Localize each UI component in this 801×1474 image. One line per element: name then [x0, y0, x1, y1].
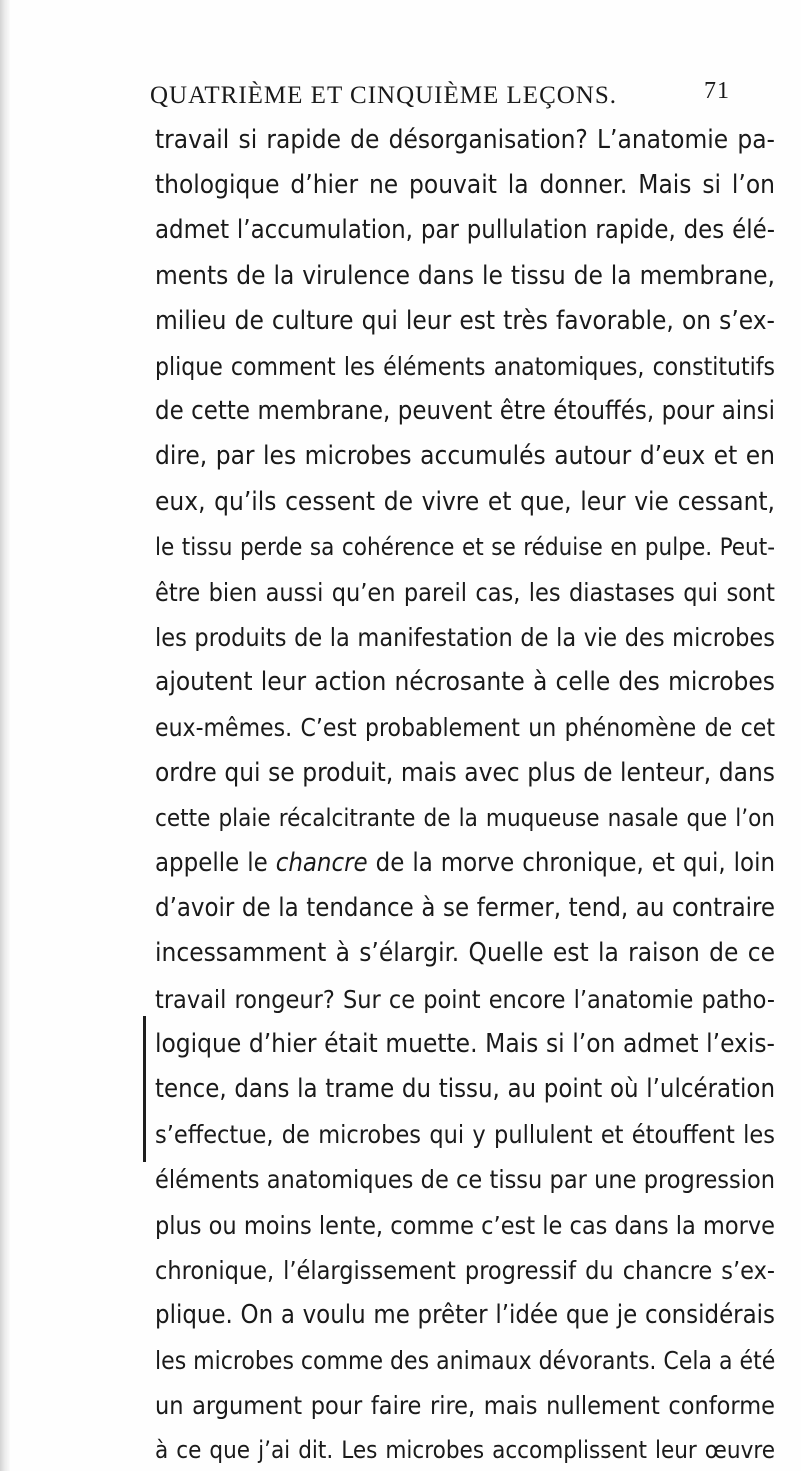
text-line-18: d’avoir de la tendance à se fermer, tend, au contraire	[155, 893, 775, 924]
text-line-20: travail rongeur? Sur ce point encore l’anatomie patho-	[155, 984, 775, 1014]
text-line-30: à ce que j’ai dit. Les microbes accomplissent leur œuvre	[155, 1436, 775, 1465]
italic-term-chancre: chancre	[275, 848, 368, 878]
text-line-15: ordre qui se produit, mais avec plus de lenteur, dans	[155, 757, 775, 788]
text-line-17	[155, 841, 775, 886]
text-line-25: plus ou moins lente, comme c’est le cas dans la morve	[155, 1210, 775, 1240]
text-line-24: éléments anatomiques de ce tissu par une progression	[155, 1165, 775, 1195]
text-line-21: logique d’hier était muette. Mais si l’on admet l’exis-	[155, 1028, 775, 1059]
text-line-22: tence, dans la trame du tissu, au point où l’ulcération	[155, 1073, 775, 1104]
running-title: QUATRIÈME ET CINQUIÈME LEÇONS.	[150, 82, 618, 109]
page-number: 71	[704, 78, 730, 104]
text-line-9: eux, qu’ils cessent de vivre et que, leur vie cessant,	[155, 486, 775, 517]
text-line-29: un argument pour faire rire, mais nullement conforme	[155, 1391, 775, 1421]
text-line-6: plique comment les éléments anatomiques, constitutifs	[155, 351, 775, 381]
text-line-10: le tissu perde sa cohérence et se réduise en pulpe. Peut-	[155, 532, 775, 561]
text-line-13: ajoutent leur action nécrosante à celle des microbes	[155, 667, 775, 698]
text-line-11: être bien aussi qu’en pareil cas, les diastases qui sont	[155, 577, 775, 607]
text-line-17-before: appelle le	[155, 848, 276, 878]
text-line-27: plique. On a voulu me prêter l’idée que je considérais	[155, 1299, 775, 1330]
text-line-5: milieu de culture qui leur est très favorable, on s’ex-	[155, 305, 775, 336]
text-line-1: travail si rapide de désorganisation? L’anatomie pa-	[155, 125, 775, 155]
text-line-8: dire, par les microbes accumulés autour d’eux et en	[155, 441, 775, 472]
text-line-7: de cette membrane, peuvent être étouffés, pour ainsi	[155, 396, 775, 427]
text-line-4: ments de la virulence dans le tissu de la membrane,	[155, 260, 775, 291]
text-line-17-after: de la morve chronique, et qui, loin	[367, 848, 775, 878]
text-line-28: les microbes comme des animaux dévorants. Cela a été	[155, 1346, 776, 1376]
text-line-23: s’effectue, de microbes qui y pullulent et étouffent les	[155, 1120, 775, 1150]
text-line-26: chronique, l’élargissement progressif du chancre s’ex-	[155, 1255, 775, 1285]
text-line-16: cette plaie récalcitrante de la muqueuse nasale que l’on	[155, 803, 775, 832]
body-text	[155, 118, 775, 1474]
text-line-3: admet l’accumulation, par pullulation rapide, des élé-	[155, 215, 775, 246]
text-line-14: eux-mêmes. C’est probablement un phénomène de cet	[155, 713, 775, 743]
binding-shadow-line	[143, 1016, 146, 1162]
running-head	[150, 78, 730, 118]
binding-edge	[0, 0, 10, 1471]
text-line-19: incessamment à s’élargir. Quelle est la raison de ce	[155, 938, 775, 969]
text-line-12: les produits de la manifestation de la vie des microbes	[155, 623, 775, 653]
text-line-2: thologique d’hier ne pouvait la donner. Mais si l’on	[155, 170, 775, 201]
